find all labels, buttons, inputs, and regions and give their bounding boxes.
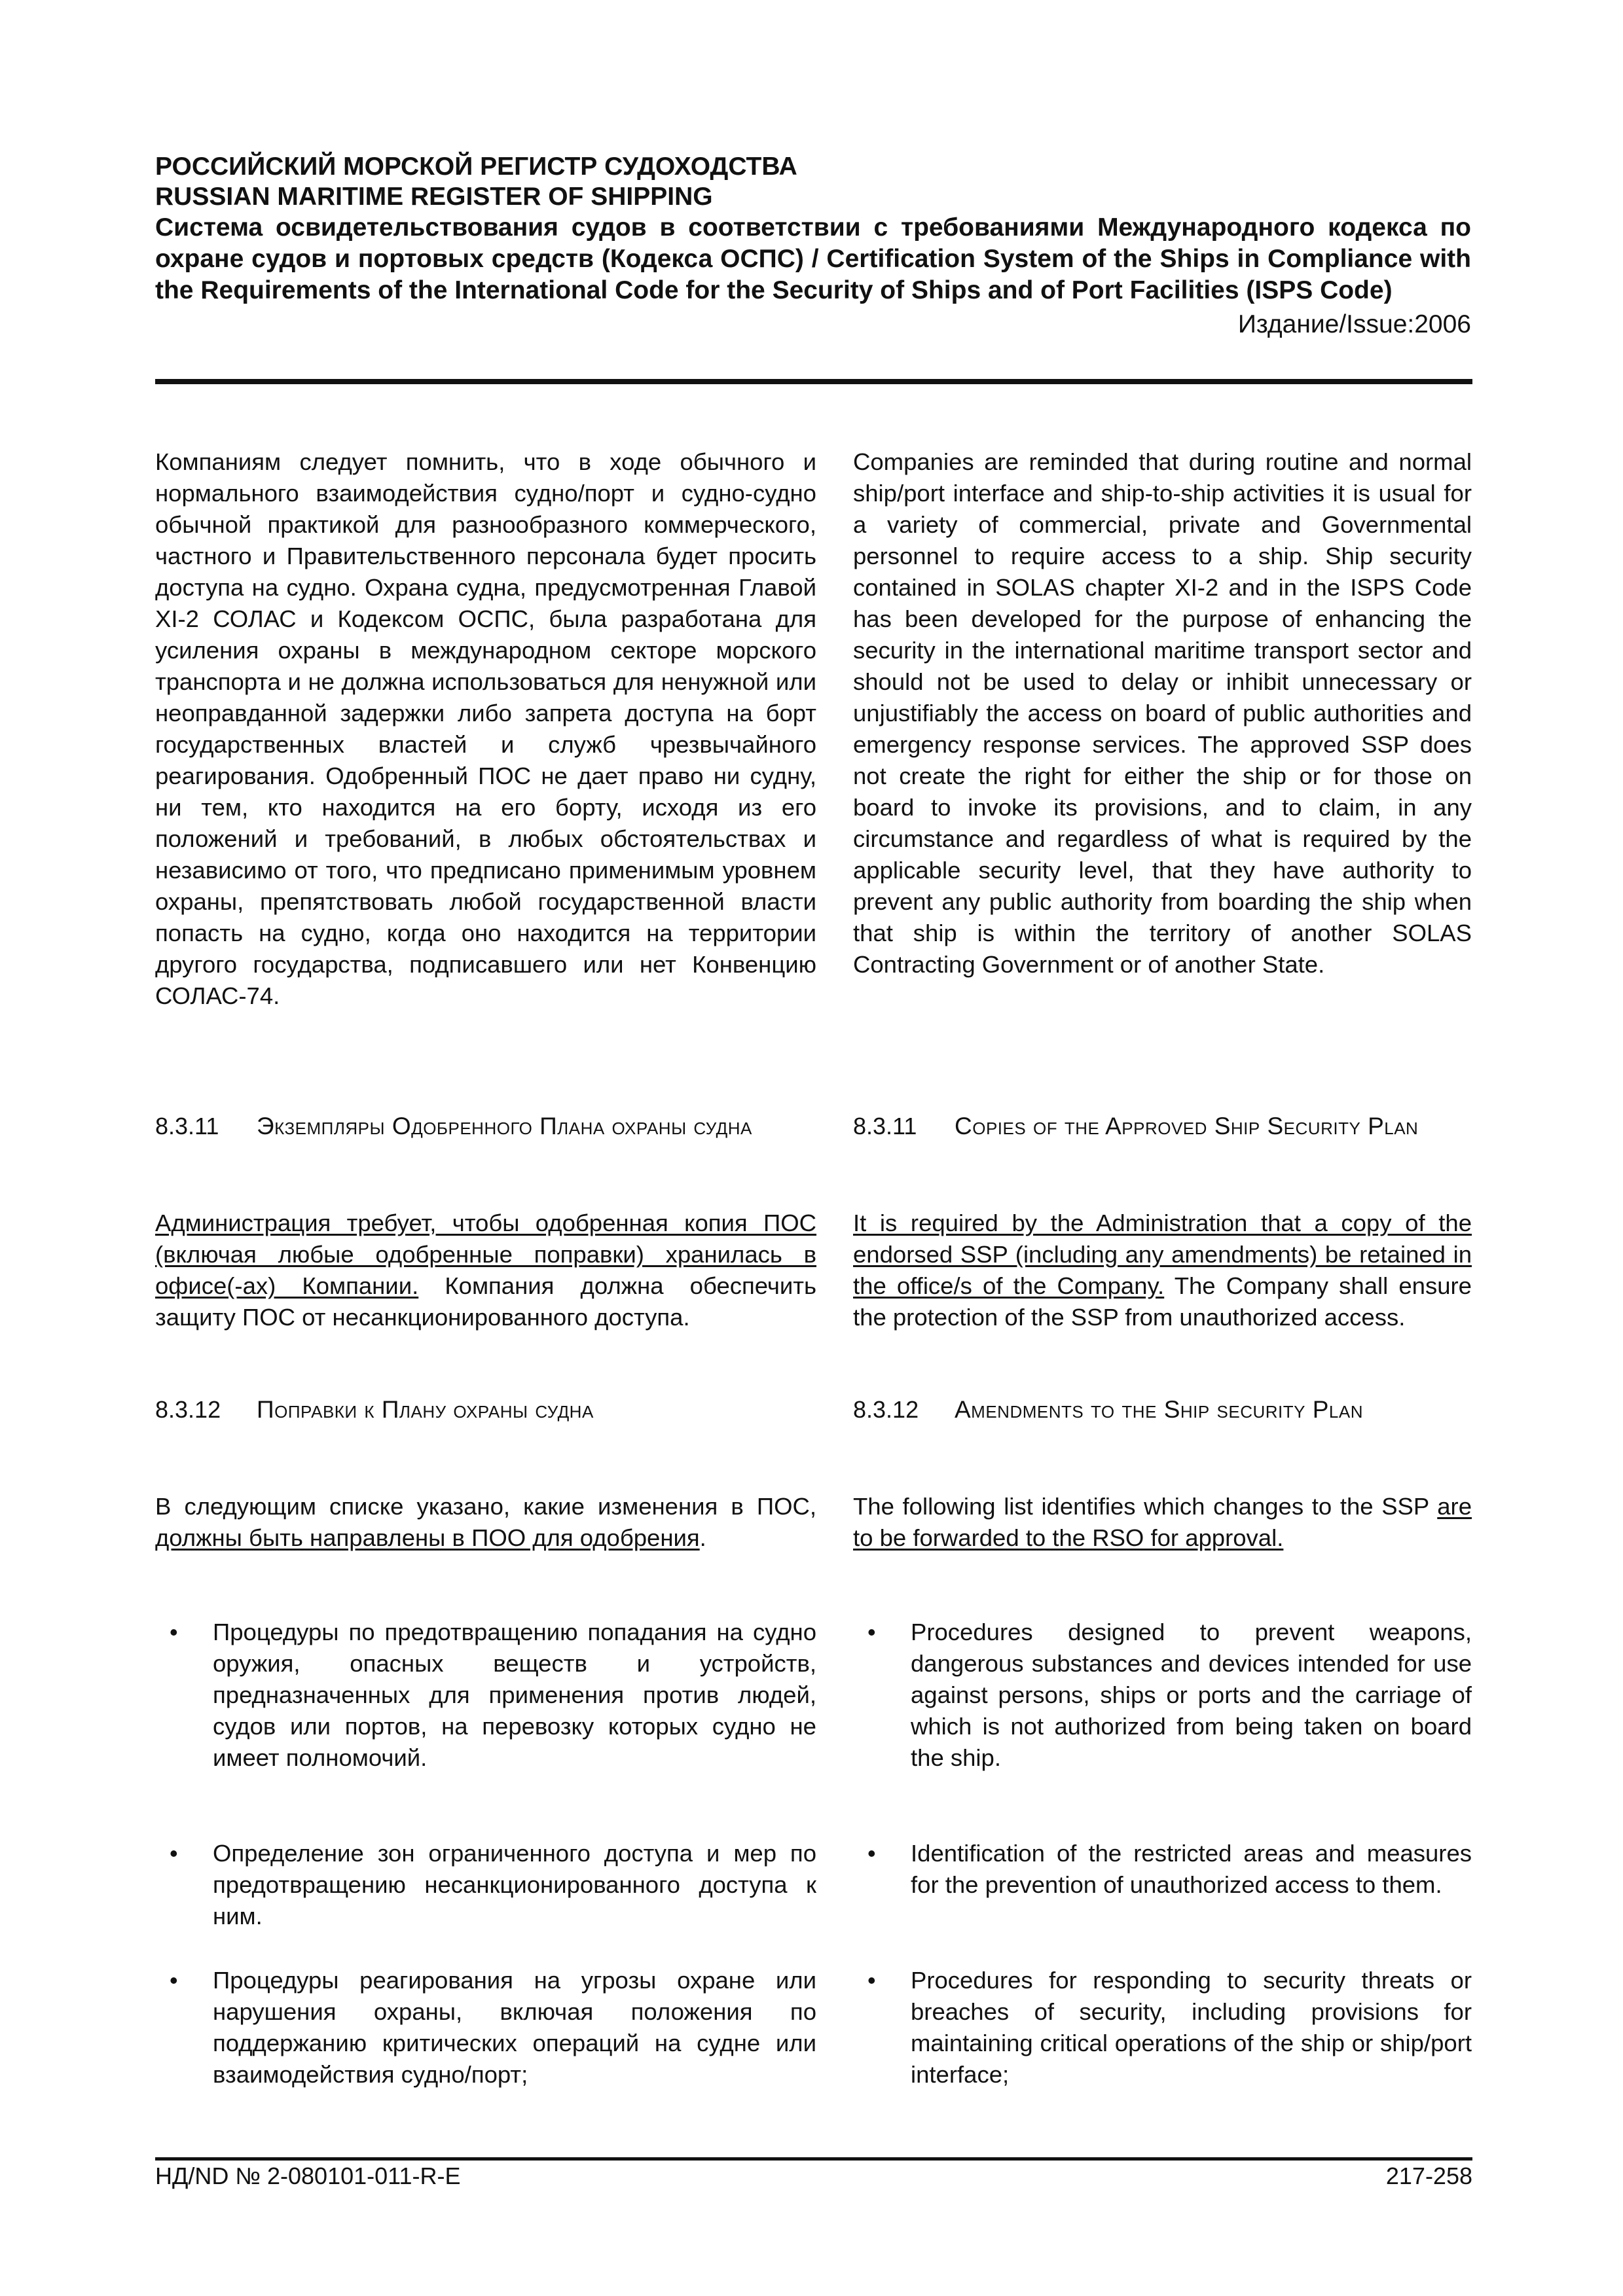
intro-text-ru: Компаниям следует помнить, что в ходе обычного и нормального взаимодействия судно/порт и судно-судно обычной практикой для разнообразного коммерческого, частного и Правительственного персонала будет просить доступа на судно. Охрана судна, предусмотренная Главой XI-2 СОЛАС и Кодексом ОСПС, была разработана для усиления охраны в международном секторе морского транспорта и не должна использоваться для ненужной или неоправданной задержки либо запрета доступа на борт государственных властей и служб чрезвычайного реагирования. Одобренный ПОС не дает право ни судну, ни тем, кто находится на его борту, исходя из его положений и требований, в любых обстоятельствах и независимо от того, что предписано применимым уровнем охраны, препятствовать любой государственной власти попасть на судно, когда оно находится на территории другого государства, подписавшего или нет Конвенцию СОЛАС-74. xyxy=(155,448,816,1009)
section-8-3-11-heading-ru xyxy=(155,1111,816,1142)
bullet-item-ru xyxy=(155,1965,816,2090)
section-title-ru: Экземпляры Одобренного Плана охраны судна xyxy=(257,1113,752,1139)
bullet-item-en xyxy=(853,1617,1472,1774)
system-title: Система освидетельствования судов в соответствии с требованиями Международного кодекса по охране судов и портовых средств (Кодекса ОСПС) / Certification System of the Ships in Compliance with the Requirements of the International Code for the Security of Ships and of Port Facilities (ISPS Code) xyxy=(155,213,1471,304)
section-title-en: Amendments to the Ship security Plan xyxy=(955,1396,1364,1423)
intro-paragraph-en xyxy=(853,446,1472,980)
intro-text-en: Companies are reminded that during routine and normal ship/port interface and ship-to-ship activities it is usual for a variety of commercial, private and Governmental personnel to require access to a ship. Ship security contained in SOLAS chapter XI-2 and in the ISPS Code has been developed for the purpose of enhancing the security in the international maritime transport sector and should not be used to delay or inhibit unnecessary or unjustifiably the access on board of public authorities and emergency response services. The approved SSP does not create the right for either the ship or for those on board to invoke its provisions, and to claim, in any circumstance and regardless of what is required by the applicable security level, that they have authority to prevent any public authority from boarding the ship when that ship is within the territory of another SOLAS Contracting Government or of another State. xyxy=(853,448,1472,978)
bullet-icon: • xyxy=(867,1967,876,1994)
section-title-en: Copies of the Approved Ship Security Plan xyxy=(955,1113,1419,1139)
bullet-text-en: Identification of the restricted areas and measures for the prevention of unauthorized access to them. xyxy=(911,1840,1472,1898)
register-title-ru: РОССИЙСКИЙ МОРСКОЙ РЕГИСТР СУДОХОДСТВА xyxy=(155,152,797,181)
register-title-en: RUSSIAN MARITIME REGISTER OF SHIPPING xyxy=(155,183,713,211)
body-text-en: The following list identifies which changes to the SSP xyxy=(853,1493,1438,1520)
issue-label: Издание/Issue:2006 xyxy=(1237,310,1471,338)
bullet-text-en: Procedures for responding to security threats or breaches of security, including provisions for maintaining critical operations of the ship or ship/port interface; xyxy=(911,1967,1472,2088)
bullet-icon: • xyxy=(867,1619,876,1645)
section-number: 8.3.12 xyxy=(155,1396,221,1423)
underlined-requirement-ru: Администрация требует, чтобы одобренная копия ПОС (включая любые одобренные поправки) хранилась в офисе(-ах) Компании. xyxy=(155,1210,816,1299)
intro-paragraph-ru xyxy=(155,446,816,1012)
section-8-3-11-heading-en xyxy=(853,1111,1472,1142)
section-number: 8.3.12 xyxy=(853,1396,919,1423)
bullet-icon: • xyxy=(170,1840,178,1867)
bullet-text-ru: Процедуры по предотвращению попадания на судно оружия, опасных веществ и устройств, предназначенных для применения против людей, судов или портов, на перевозку которых судно не имеет полномочий. xyxy=(213,1619,816,1771)
section-number: 8.3.11 xyxy=(853,1113,917,1139)
section-8-3-11-body-ru xyxy=(155,1208,816,1333)
section-8-3-12-body-en xyxy=(853,1491,1472,1554)
bullet-text-en: Procedures designed to prevent weapons, dangerous substances and devices intended for use against persons, ships or ports and the carriage of which is not authorized from being taken on board the ship. xyxy=(911,1619,1472,1771)
body-text-ru: Компания должна обеспечить защиту ПОС от несанкционированного доступа. xyxy=(155,1272,817,1331)
bullet-text-ru: Процедуры реагирования на угрозы охране или нарушения охраны, включая положения по поддержанию критических операций на судне или взаимодействия судно/порт; xyxy=(213,1967,816,2088)
page-number: 217-258 xyxy=(1385,2162,1472,2189)
body-text-en: The Company shall ensure the protection of the SSP from unauthorized access. xyxy=(853,1272,1472,1331)
doc-number: НД/ND № 2-080101-011-R-E xyxy=(155,2162,461,2189)
section-title-ru: Поправки к Плану охраны судна xyxy=(257,1396,594,1423)
bullet-text-ru: Определение зон ограниченного доступа и мер по предотвращению несанкционированного доступа к ним. xyxy=(213,1840,816,1929)
underlined-requirement-en: It is required by the Administration that a copy of the endorsed SSP (including any amendments) be retained in the office/s of the Company. xyxy=(853,1210,1472,1299)
section-number: 8.3.11 xyxy=(155,1113,219,1139)
underlined-requirement-en: are to be forwarded to the RSO for approval. xyxy=(853,1493,1472,1551)
bullet-item-ru xyxy=(155,1838,816,1932)
bullet-icon: • xyxy=(170,1967,178,1994)
header-divider xyxy=(155,379,1472,384)
underlined-requirement-ru: должны быть направлены в ПОО для одобрения xyxy=(155,1524,700,1551)
bullet-item-en xyxy=(853,1838,1472,1901)
bullet-icon: • xyxy=(170,1619,178,1645)
section-8-3-12-heading-en xyxy=(853,1394,1472,1426)
body-text-ru: В следующим списке указано, какие изменения в ПОС, xyxy=(155,1493,816,1520)
section-8-3-12-heading-ru xyxy=(155,1394,816,1426)
section-8-3-11-body-en xyxy=(853,1208,1472,1333)
document-footer xyxy=(155,2160,1472,2193)
bullet-item-en xyxy=(853,1965,1472,2090)
bullet-item-ru xyxy=(155,1617,816,1774)
section-8-3-12-body-ru xyxy=(155,1491,816,1554)
period: . xyxy=(699,1524,706,1551)
bullet-icon: • xyxy=(867,1840,876,1867)
document-header xyxy=(155,152,1471,340)
